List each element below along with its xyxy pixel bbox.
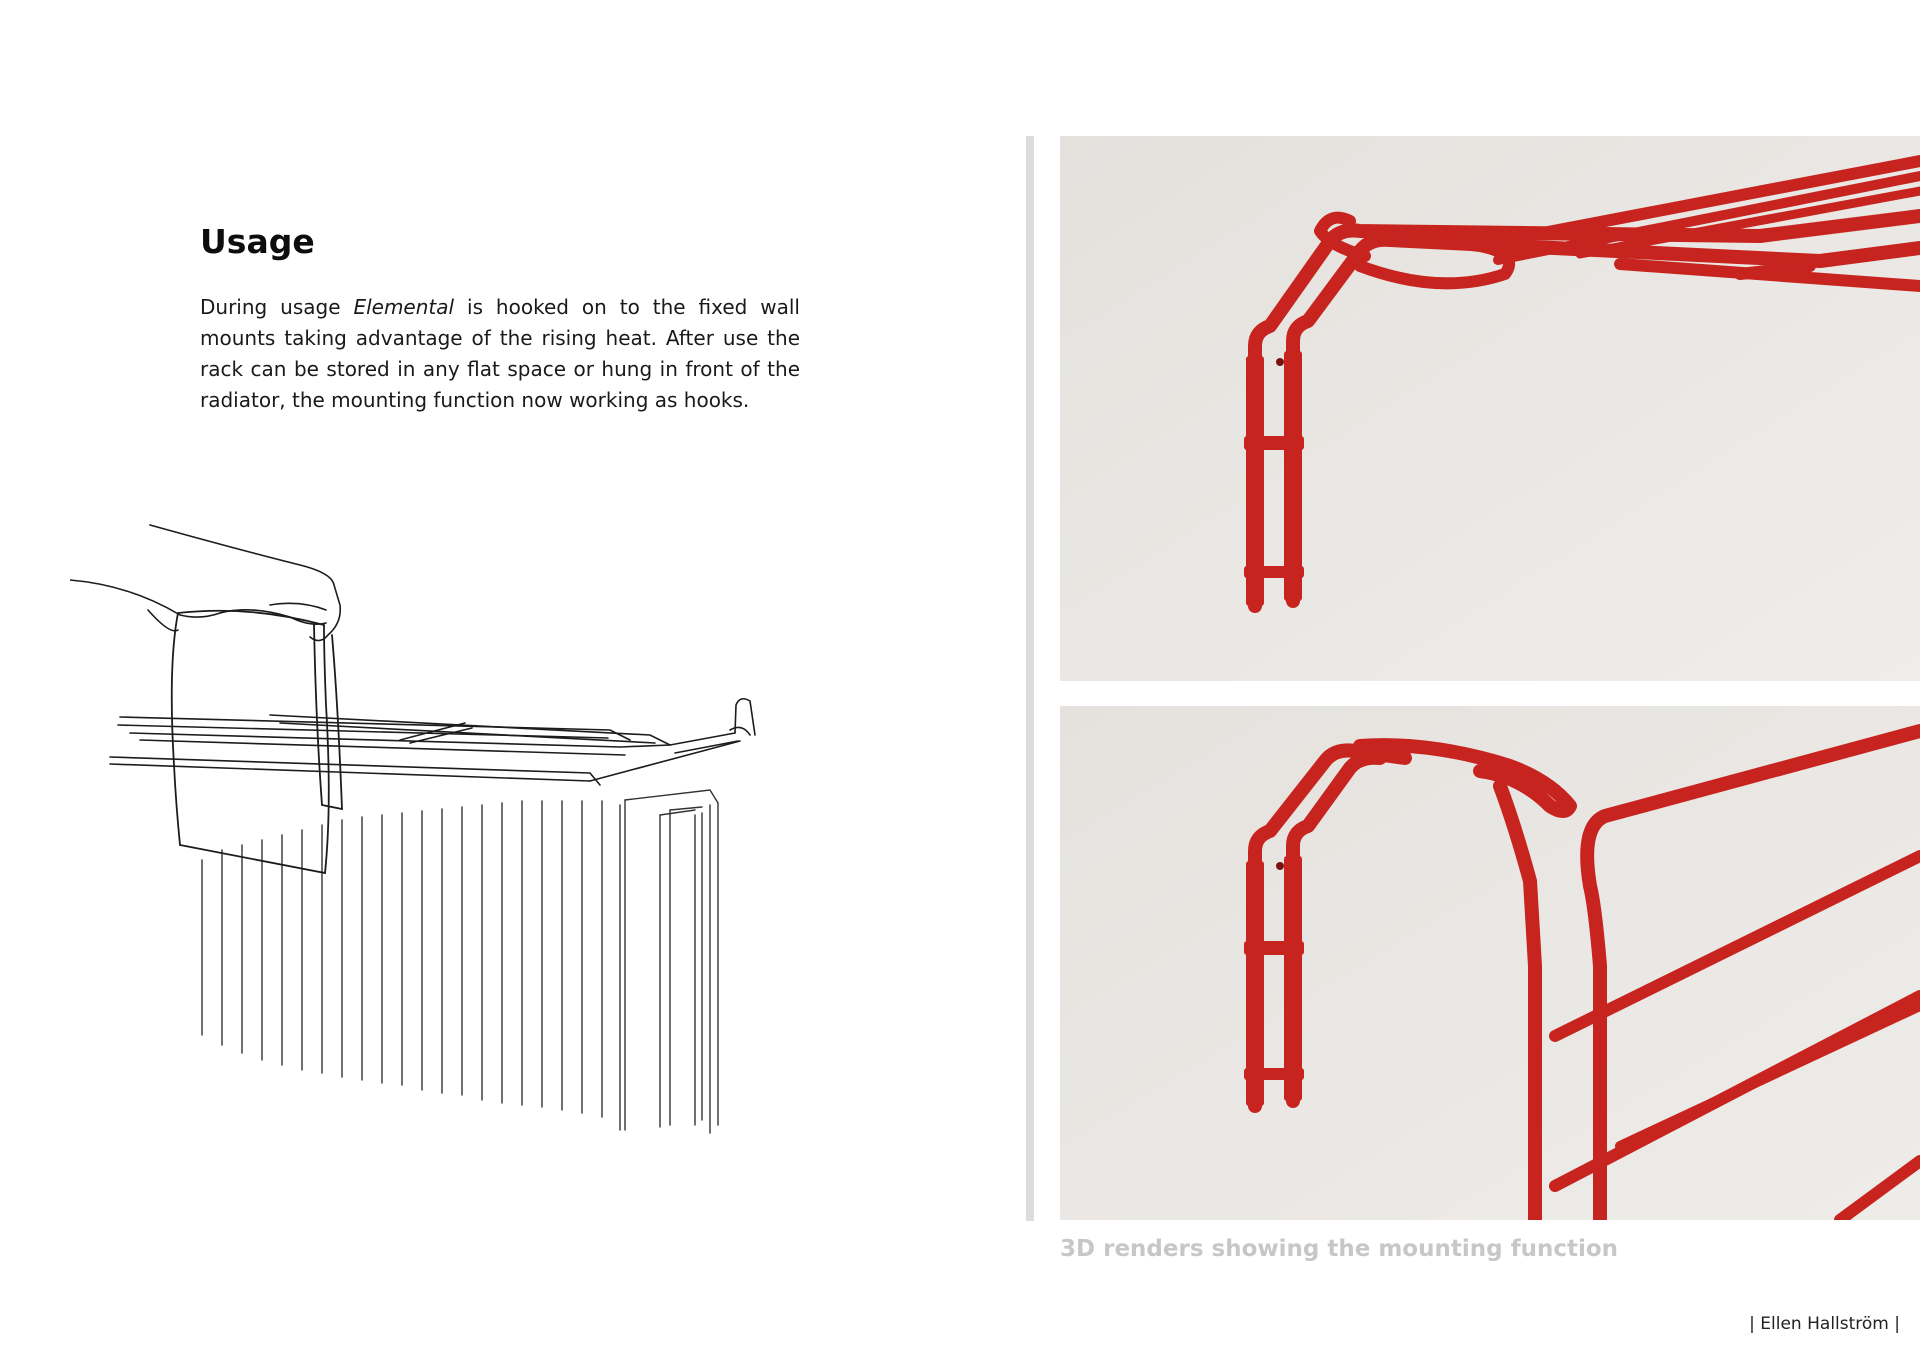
render-wall-mount-top — [1060, 136, 1920, 681]
radiator-fins — [202, 790, 718, 1133]
author-footer: | Ellen Hallström | — [1749, 1314, 1900, 1334]
drying-rack-sketch — [110, 699, 755, 785]
render-caption: 3D renders showing the mounting function — [1060, 1236, 1619, 1262]
section-heading: Usage — [200, 222, 315, 261]
usage-sketch-illustration — [70, 505, 810, 1140]
hands-sketch — [70, 525, 340, 641]
render-wall-mount-bottom — [1060, 706, 1920, 1220]
usage-paragraph: During usage Elemental is hooked on to the fixed wall mounts taking advantage of the rising heat. After use the rack can be stored in any flat space or hung in front of the radiator, the mounting function now working as hooks. — [200, 295, 800, 412]
vertical-divider — [1026, 136, 1034, 1221]
product-name: Elemental — [353, 295, 455, 319]
